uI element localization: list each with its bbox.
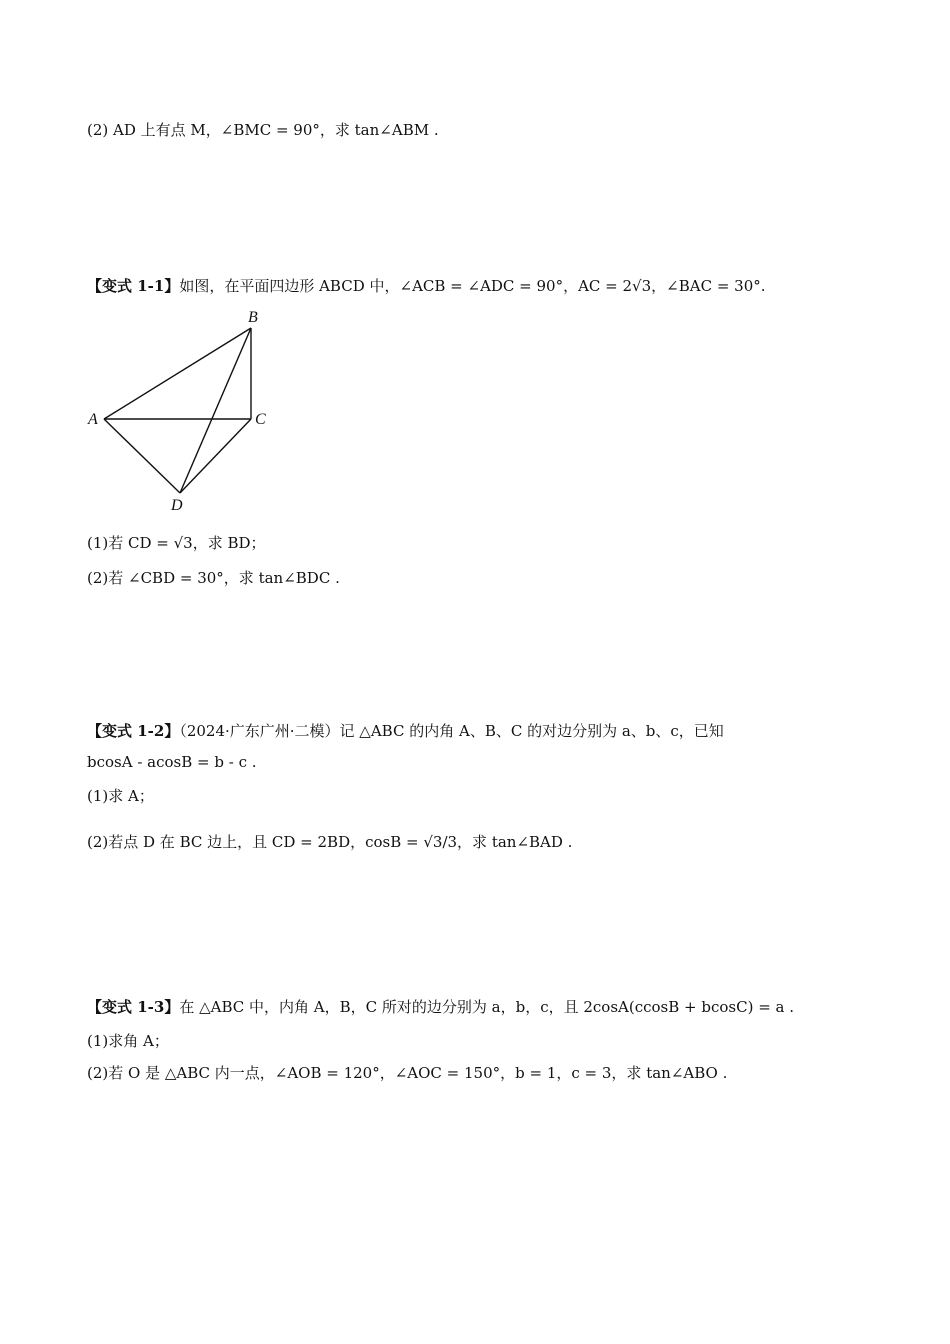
quadrilateral-figure: [84, 305, 284, 517]
edge-cd: [180, 419, 251, 493]
variant-1-1-text: 如图，在平面四边形 ABCD 中，∠ACB = ∠ADC = 90°，AC = 2√3，∠BAC = 30°.: [179, 277, 766, 295]
variant-1-2-condition: bcosA - acosB = b - c .: [87, 753, 257, 771]
label-c: C: [255, 411, 266, 428]
label-a: A: [88, 411, 98, 428]
variant-1-2-tag: 【变式 1-2】: [87, 722, 180, 740]
variant-1-2-question-2: (2)若点 D 在 BC 边上，且 CD = 2BD，cosB = √3/3，求 tan∠BAD .: [87, 833, 573, 851]
variant-1-1-tag: 【变式 1-1】: [87, 277, 180, 295]
part2-question-prev: (2) AD 上有点 M，∠BMC = 90°，求 tan∠ABM .: [87, 121, 439, 139]
variant-1-3-tag: 【变式 1-3】: [87, 998, 180, 1016]
variant-1-2-text: （2024·广东广州·二模）记 △ABC 的内角 A、B、C 的对边分别为 a、b、c，已知: [179, 722, 724, 740]
label-b: B: [248, 309, 258, 326]
variant-1-3-text: 在 △ABC 中，内角 A，B，C 所对的边分别为 a，b，c，且 2cosA(ccosB + bcosC) = a .: [179, 998, 795, 1016]
label-d: D: [171, 497, 183, 514]
variant-1-3-stem: [87, 997, 794, 1017]
variant-1-1-stem: [87, 276, 766, 296]
edge-ab: [104, 328, 251, 419]
variant-1-1-question-2: (2)若 ∠CBD = 30°，求 tan∠BDC .: [87, 569, 340, 587]
variant-1-2-question-1: (1)求 A；: [87, 787, 154, 805]
edge-ad: [104, 419, 180, 493]
variant-1-3-question-2: (2)若 O 是 △ABC 内一点，∠AOB = 120°，∠AOC = 150°，b = 1，c = 3，求 tan∠ABO .: [87, 1064, 728, 1082]
variant-1-1-question-1: (1)若 CD = √3，求 BD；: [87, 534, 266, 552]
variant-1-2-stem: [87, 721, 724, 741]
variant-1-3-question-1: (1)求角 A；: [87, 1032, 169, 1050]
edge-bd: [180, 328, 251, 493]
